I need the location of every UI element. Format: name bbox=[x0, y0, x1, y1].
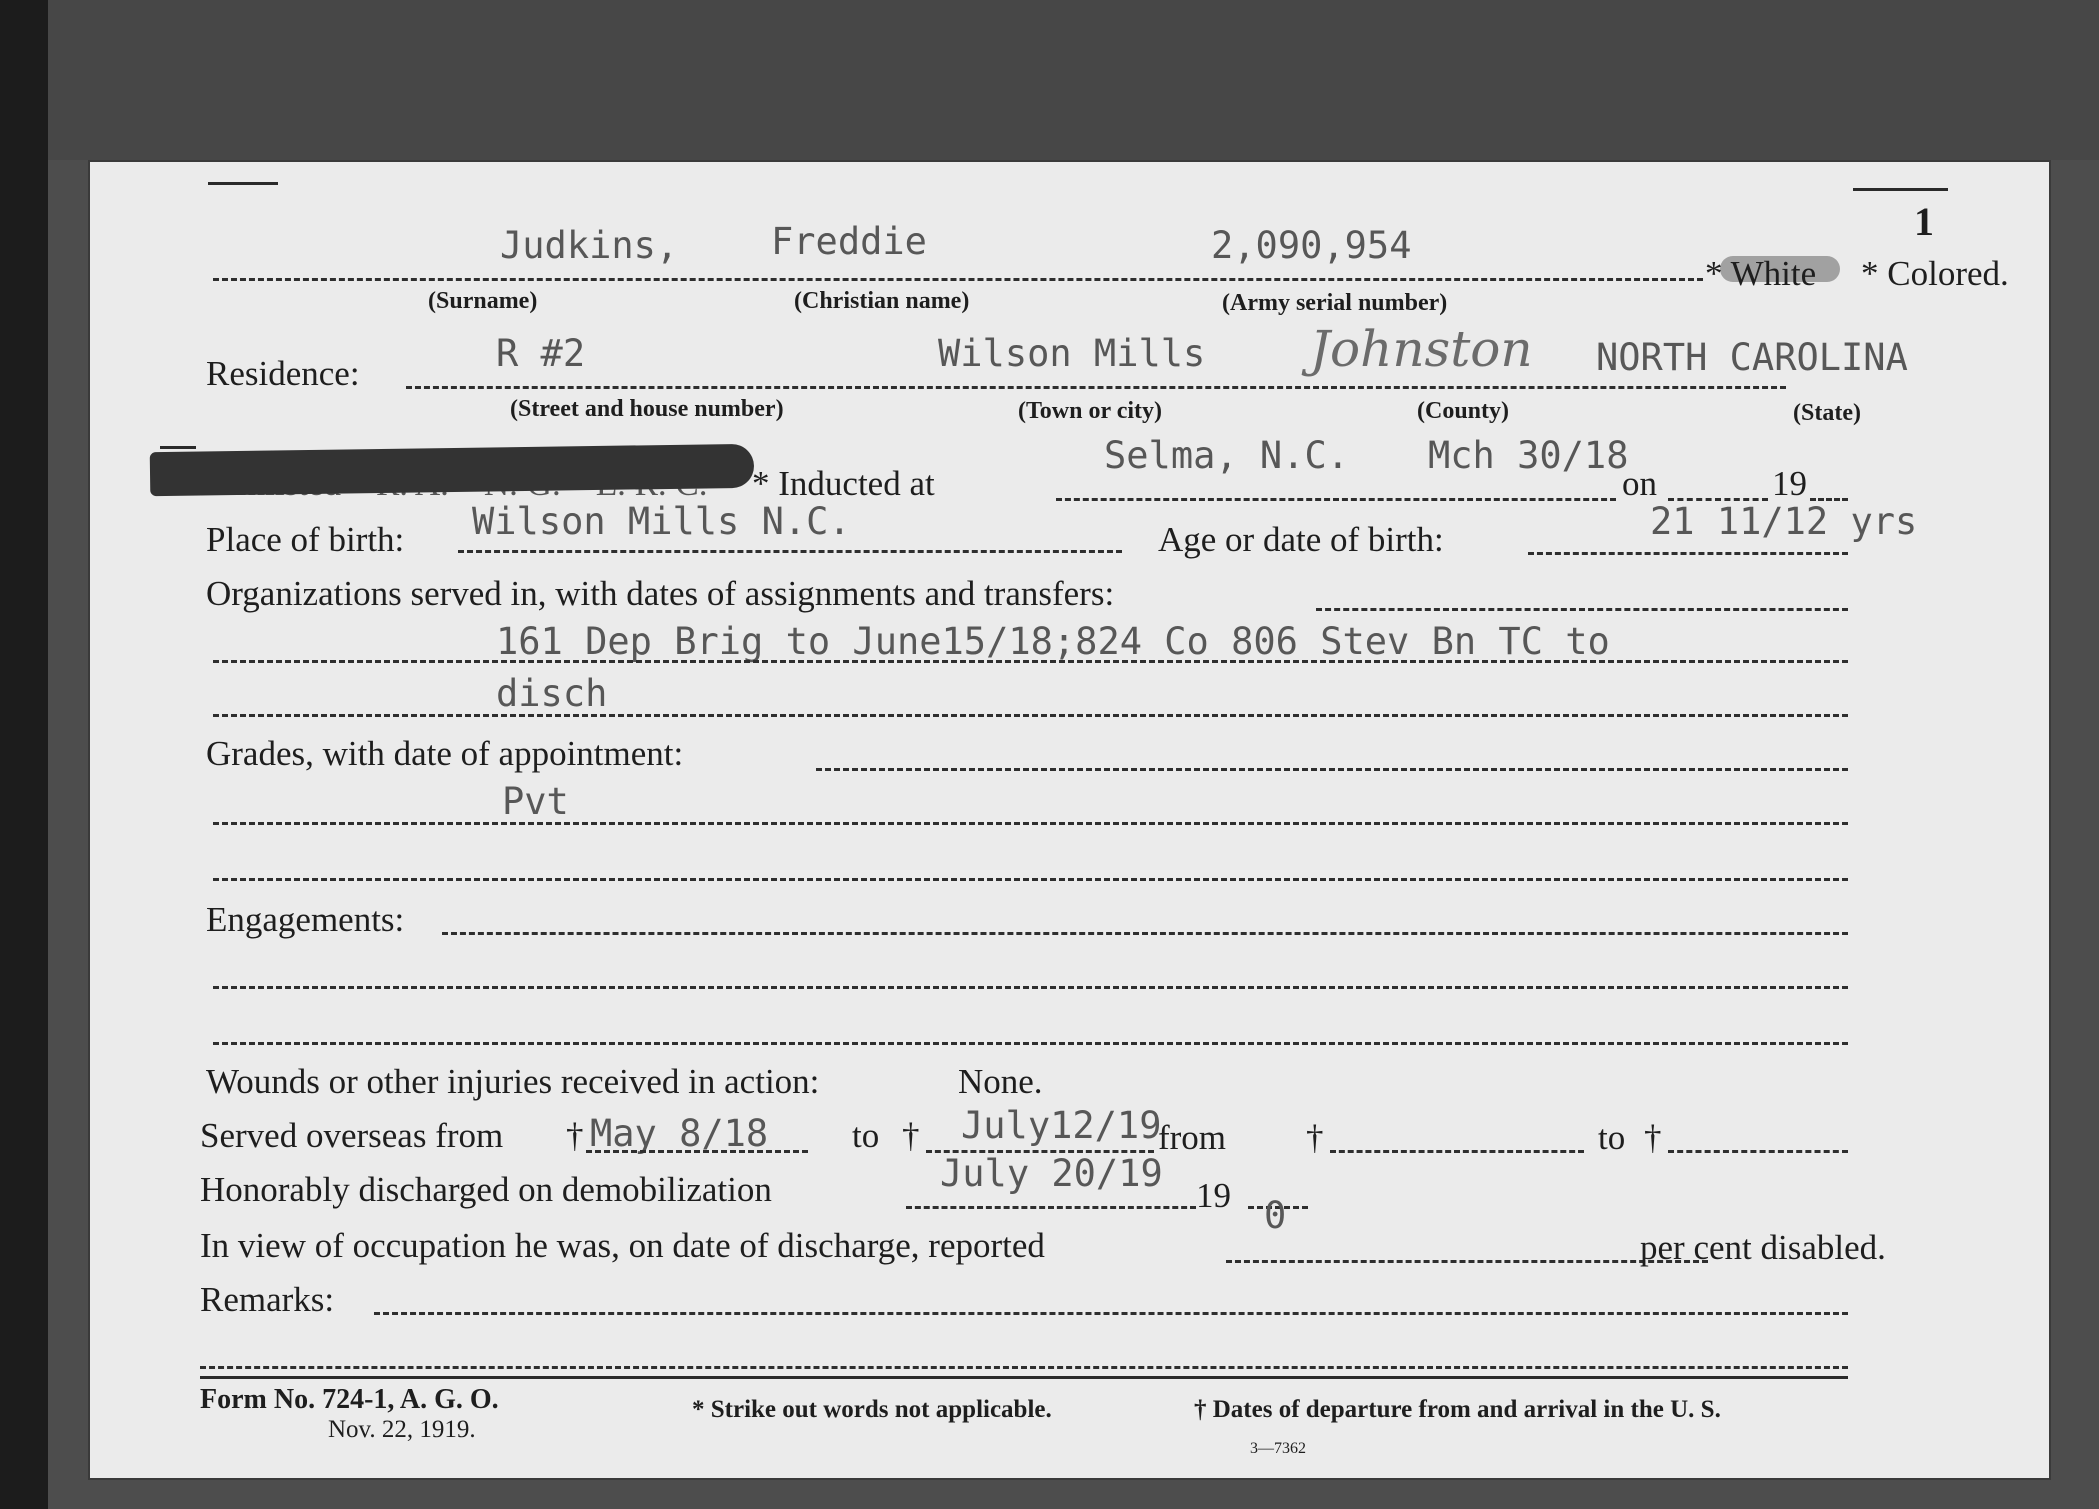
engagements-label: Engagements: bbox=[206, 900, 405, 939]
overseas-from-date: May 8/18 bbox=[590, 1112, 769, 1155]
state-caption: (State) bbox=[1793, 400, 1861, 426]
disability-suffix: per cent disabled. bbox=[1640, 1228, 1886, 1267]
remarks-rule bbox=[200, 1366, 1848, 1369]
organizations-rule-2 bbox=[213, 714, 1848, 717]
surname-caption: (Surname) bbox=[428, 288, 538, 314]
dagger-2: † bbox=[902, 1116, 920, 1155]
organizations-line-1: 161 Dep Brig to June15/18;824 Co 806 Stev Bn TC to bbox=[496, 620, 1610, 663]
strike-out-note: * Strike out words not applicable. bbox=[692, 1396, 1052, 1423]
residence-line bbox=[406, 386, 1786, 389]
disability-label: In view of occupation he was, on date of discharge, reported bbox=[200, 1226, 1045, 1265]
overseas-to-date: July12/19 bbox=[961, 1104, 1162, 1147]
background-top bbox=[0, 0, 2099, 160]
footer-rule bbox=[200, 1376, 1848, 1379]
street-caption: (Street and house number) bbox=[510, 396, 784, 422]
overseas-from-label-2: from bbox=[1158, 1118, 1227, 1157]
organizations-line-2: disch bbox=[496, 672, 608, 715]
discharge-label: Honorably discharged on demobilization bbox=[200, 1170, 772, 1209]
dagger-note: † Dates of departure from and arrival in the U. S. bbox=[1194, 1396, 1721, 1423]
service-record-card bbox=[88, 160, 2051, 1480]
age-value: 21 11/12 yrs bbox=[1650, 500, 1918, 543]
on-label: on bbox=[1622, 464, 1657, 503]
form-number: Form No. 724-1, A. G. O. bbox=[200, 1384, 499, 1415]
colored-option: * Colored. bbox=[1861, 254, 2009, 293]
dagger-3: † bbox=[1306, 1118, 1324, 1157]
card-number: 1 bbox=[1914, 199, 1934, 244]
top-left-rule bbox=[208, 182, 278, 185]
remarks-line bbox=[374, 1312, 1848, 1315]
overseas-to-line-2 bbox=[1668, 1150, 1848, 1153]
disability-value: 0 bbox=[1264, 1194, 1287, 1237]
induction-place-value: Selma, N.C. bbox=[1104, 434, 1350, 477]
discharge-date-line bbox=[906, 1206, 1196, 1209]
remarks-label: Remarks: bbox=[200, 1280, 335, 1319]
white-option: * White bbox=[1705, 254, 1817, 293]
age-line bbox=[1528, 552, 1848, 555]
small-mark bbox=[160, 446, 196, 449]
name-line bbox=[213, 278, 1703, 281]
inducted-at-label: * Inducted at bbox=[752, 464, 935, 503]
inducted-at-line bbox=[1056, 498, 1616, 501]
discharge-date: July 20/19 bbox=[940, 1152, 1163, 1195]
induction-year-prefix: 19 bbox=[1772, 464, 1807, 503]
grades-rule-2 bbox=[213, 878, 1848, 881]
town-caption: (Town or city) bbox=[1018, 398, 1162, 424]
town-value: Wilson Mills bbox=[938, 332, 1206, 375]
form-date: Nov. 22, 1919. bbox=[328, 1416, 476, 1443]
engagements-line bbox=[442, 932, 1848, 935]
county-value: Johnston bbox=[1310, 320, 1533, 378]
overseas-from-line-2 bbox=[1330, 1150, 1584, 1153]
christian-name-value: Freddie bbox=[771, 220, 927, 263]
surname-value: Judkins, bbox=[500, 224, 679, 267]
overseas-to-label: to bbox=[852, 1116, 880, 1155]
organizations-label: Organizations served in, with dates of assignments and transfers: bbox=[206, 574, 1115, 613]
serial-number-value: 2,090,954 bbox=[1211, 224, 1412, 267]
dagger-1: † bbox=[566, 1116, 584, 1155]
print-code: 3—7362 bbox=[1250, 1440, 1306, 1457]
county-caption: (County) bbox=[1417, 398, 1510, 424]
grade-value: Pvt bbox=[502, 780, 569, 823]
background-left bbox=[0, 0, 48, 1509]
overseas-to-label-2: to bbox=[1598, 1118, 1626, 1157]
organizations-label-line bbox=[1316, 608, 1848, 611]
served-overseas-label: Served overseas from bbox=[200, 1116, 504, 1155]
engagements-rule-1 bbox=[213, 986, 1848, 989]
christian-name-caption: (Christian name) bbox=[794, 288, 970, 314]
age-label: Age or date of birth: bbox=[1158, 520, 1444, 559]
state-value: NORTH CAROLINA bbox=[1596, 336, 1908, 379]
organizations-rule-1 bbox=[213, 660, 1848, 663]
grades-rule-1 bbox=[213, 822, 1848, 825]
wounds-label: Wounds or other injuries received in action: bbox=[206, 1062, 820, 1101]
residence-label: Residence: bbox=[206, 354, 360, 393]
place-of-birth-line bbox=[458, 550, 1122, 553]
street-value: R #2 bbox=[496, 332, 586, 375]
place-of-birth-label: Place of birth: bbox=[206, 520, 405, 559]
grades-label: Grades, with date of appointment: bbox=[206, 734, 684, 773]
top-right-rule bbox=[1853, 188, 1948, 191]
induction-date-value: Mch 30/18 bbox=[1428, 434, 1629, 477]
dagger-4: † bbox=[1644, 1118, 1662, 1157]
enlistment-strike-bar bbox=[150, 444, 755, 496]
overseas-from-line bbox=[586, 1150, 808, 1153]
wounds-value: None. bbox=[958, 1062, 1043, 1101]
discharge-year-prefix: 19 bbox=[1196, 1176, 1231, 1215]
serial-number-caption: (Army serial number) bbox=[1222, 290, 1448, 316]
engagements-rule-2 bbox=[213, 1042, 1848, 1045]
disability-line bbox=[1226, 1260, 1708, 1263]
place-of-birth-value: Wilson Mills N.C. bbox=[472, 500, 851, 543]
grades-label-line bbox=[816, 768, 1848, 771]
